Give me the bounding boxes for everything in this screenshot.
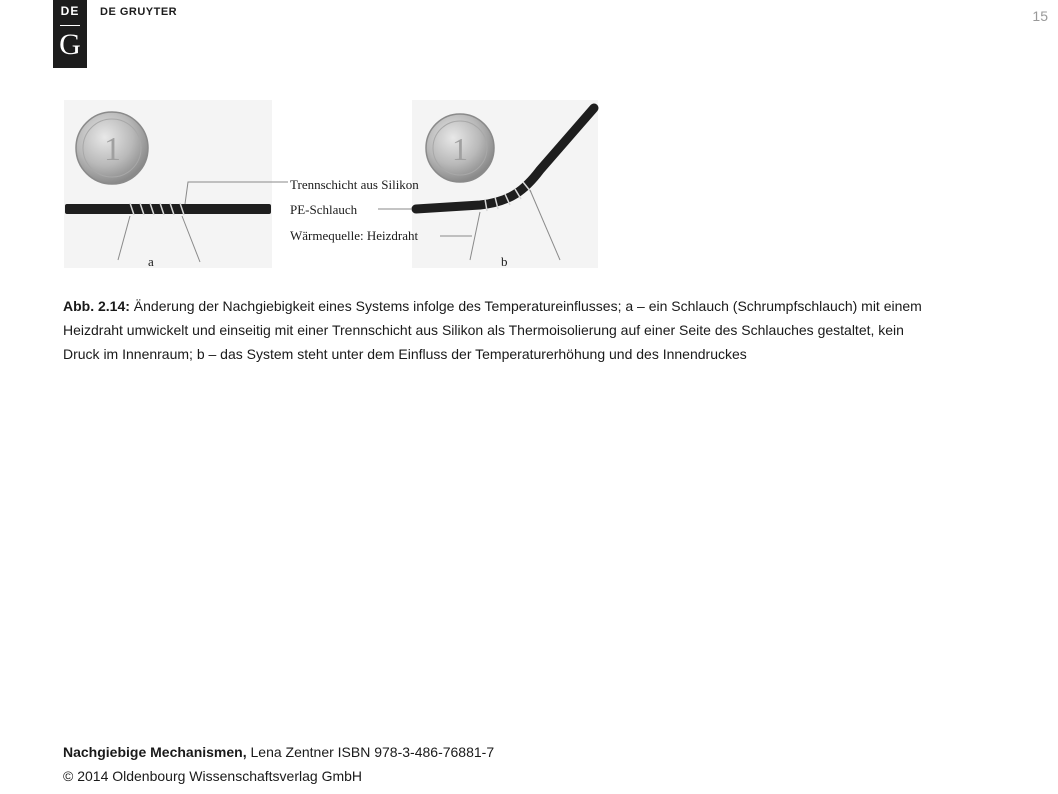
caption-text: Änderung der Nachgiebigkeit eines Systems infolge des Temperatureinflusses; a – ein Schlauch (Schrumpfschlauch) mit einem Heizdraht umwickelt und einseitig mit einer Trennschicht aus Silikon als Thermoisolierung auf einer Seite des Schlauches gestaltet, kein Druck im Innenraum; b – das System steht unter dem Einfluss der Temperaturerhöhung und des Innendruckes	[63, 298, 922, 362]
label-panel-a: a	[148, 254, 154, 269]
logo-bottom-text: G	[59, 28, 81, 61]
label-panel-b: b	[501, 254, 508, 269]
page-number: 15	[1032, 8, 1048, 24]
logo-divider	[60, 25, 80, 26]
figure-illustration	[60, 100, 600, 272]
svg-text:1: 1	[104, 131, 121, 168]
publisher-logo	[53, 0, 87, 68]
copyright: © 2014 Oldenbourg Wissenschaftsverlag GmbH	[63, 768, 363, 784]
coin-b	[426, 114, 494, 182]
book-citation	[63, 740, 494, 764]
label-heat-source: Wärmequelle: Heizdraht	[290, 228, 419, 243]
page-footer	[63, 740, 494, 788]
svg-text:1: 1	[452, 131, 468, 167]
tube-a	[65, 204, 271, 214]
label-separator: Trennschicht aus Silikon	[290, 177, 419, 192]
coin-a	[76, 112, 148, 184]
figure-caption	[63, 294, 943, 366]
book-title: Nachgiebige Mechanismen,	[63, 744, 247, 760]
logo-top-text: DE	[60, 4, 80, 18]
publisher-name: DE GRUYTER	[100, 6, 178, 18]
caption-number: Abb. 2.14:	[63, 298, 130, 314]
label-tube: PE-Schlauch	[290, 202, 358, 217]
book-details: Lena Zentner ISBN 978-3-486-76881-7	[250, 744, 495, 760]
